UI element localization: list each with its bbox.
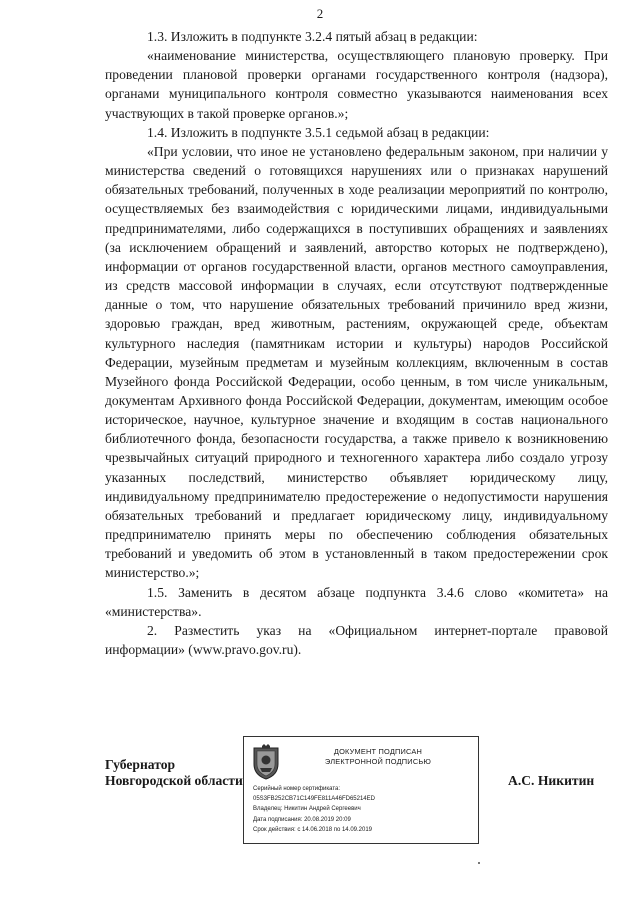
- certificate-serial-value: 05S3FB252CB71C149FE811A46FD65214ED: [253, 796, 375, 803]
- position-line-2: Новгородской области: [105, 773, 243, 788]
- paragraph-1-3: 1.3. Изложить в подпункте 3.2.4 пятый абзац в редакции:: [147, 29, 478, 44]
- signatory-position: [105, 757, 243, 789]
- paragraph-1-5: 1.5. Заменить в десятом абзаце подпункта 3.4.6 слово «комитета» на «министерства».: [105, 584, 608, 619]
- signing-date: Дата подписания: 20.08.2019 20:09: [253, 816, 351, 823]
- coat-of-arms-icon: [251, 744, 281, 780]
- scan-speck: [478, 862, 480, 864]
- certificate-owner: Владелец: Никитин Андрей Сергеевич: [253, 806, 361, 813]
- certificate-validity: Срок действия: с 14.06.2018 по 14.09.2019: [253, 826, 373, 833]
- stamp-header: [288, 747, 468, 767]
- stamp-details: [253, 784, 475, 835]
- signatory-name: А.С. Никитин: [508, 773, 595, 788]
- paragraph-quote-1: «наименование министерства, осуществляющего плановую проверку. При проведении плановой проверки органами государственного контроля (надзора), органами муниципального контроля совместно указываются наименования всех участвующих в такой проверке органов.»;: [105, 48, 608, 121]
- paragraph-2: 2. Разместить указ на «Официальном интернет-портале правовой информации» (www.pravo.gov.ru).: [105, 622, 608, 657]
- digital-signature-stamp: [243, 736, 479, 844]
- document-body: [105, 27, 608, 659]
- paragraph-quote-2: «При условии, что иное не установлено федеральным законом, при наличии у министерства сведений о готовящихся нарушениях или о признаках нарушений обязательных требований, полученных в ходе реализации мероприятий по контролю, осуществляемых без взаимодействия с юридическими лицами, индивидуальными предпринимателями, либо содержащихся в поступивших обращениях и заявлениях (за исключением обращений и заявлений, авторство которых не подтверждено), информации от органов государственной власти, органов местного самоуправления, из средств массовой информации в случаях, если отсутствуют подтвержденные данные о том, что нарушение обязательных требований причинило вред жизни, здоровью граждан, вред животным, растениям, окружающей среде, объектам культурного наследия (памятникам истории и культуры) народов Российской Федерации, музейным предметам и музейным коллекциям, включенным в состав Музейного фонда Российской Федерации, особо ценным, в том числе уникальным, документам Архивного фонда Российской Федерации, документам, имеющим особое историческое, научное, культурное значение и входящим в состав национального библиотечного фонда, безопасности государства, а также привело к возникновению чрезвычайных ситуаций природного и техногенного характера либо создало угрозу указанных последствий, министерство объявляет юридическому лицу, индивидуальному предпринимателю предостережение о недопустимости нарушения обязательных требований и предлагает юридическому лицу, индивидуальному предпринимателю принять меры по обеспечению соблюдения обязательных требований и уведомить об этом в установленный в таком предостережении срок министерство.»;: [105, 143, 608, 581]
- page-number: 2: [316, 6, 324, 21]
- paragraph-1-4: 1.4. Изложить в подпункте 3.5.1 седьмой абзац в редакции:: [147, 124, 490, 140]
- certificate-serial-label: Серийный номер сертификата:: [253, 786, 341, 792]
- stamp-header-line-1: ДОКУМЕНТ ПОДПИСАН: [333, 747, 423, 756]
- stamp-header-line-2: ЭЛЕКТРОННОЙ ПОДПИСЬЮ: [324, 757, 432, 766]
- position-line-1: Губернатор: [105, 757, 176, 772]
